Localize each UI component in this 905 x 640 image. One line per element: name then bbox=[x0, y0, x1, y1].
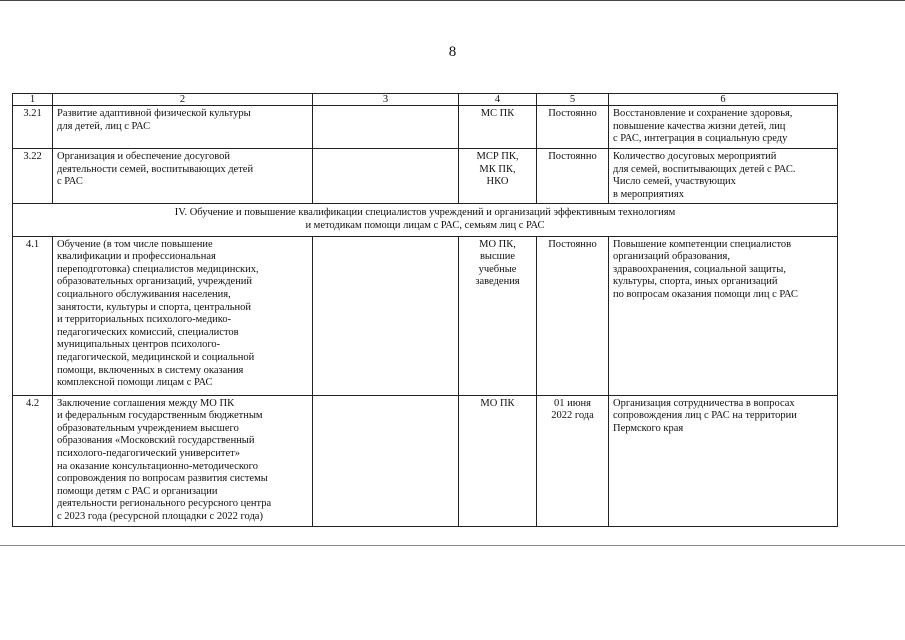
executor-cell bbox=[459, 149, 537, 204]
text-line: образовательных организаций, учреждений bbox=[57, 276, 253, 288]
empty-cell bbox=[313, 149, 459, 204]
text-line: переподготовка) специалистов медицинских, bbox=[57, 263, 259, 275]
empty-cell bbox=[313, 395, 459, 526]
text-line: в мероприятиях bbox=[613, 188, 684, 200]
text-line: Количество досуговых мероприятий bbox=[613, 151, 777, 162]
measure-name bbox=[53, 395, 313, 526]
text-line: Постоянно bbox=[548, 238, 597, 250]
text-line: высшие bbox=[479, 251, 516, 263]
text-line: и методикам помощи лицам с РАС, семьям лиц с РАС bbox=[305, 219, 545, 231]
text-line: деятельности регионального ресурсного центра bbox=[57, 498, 272, 510]
text-line: организаций образования, bbox=[613, 251, 731, 263]
executor-cell bbox=[459, 236, 537, 395]
text-line: Заключение соглашения между МО ПК bbox=[57, 397, 235, 409]
text-line: Восстановление и сохранение здоровья, bbox=[613, 108, 793, 119]
text-line: образовательным учреждением высшего bbox=[57, 422, 239, 434]
row-number: 3.21 bbox=[13, 106, 53, 149]
column-number-row bbox=[13, 94, 838, 106]
section-heading-row bbox=[13, 204, 838, 236]
text-line: Пермского края bbox=[613, 422, 684, 434]
text-line: и федеральным государственным бюджетным bbox=[57, 410, 263, 422]
text-line: повышение качества жизни детей, лиц bbox=[613, 120, 786, 132]
text-line: здравоохранения, социальной защиты, bbox=[613, 263, 786, 275]
scan-edge-line bbox=[0, 0, 905, 1]
text-line: на оказание консультационно-методического bbox=[57, 460, 258, 472]
text-line: Организация и обеспечение досуговой bbox=[57, 151, 230, 162]
table-row bbox=[13, 106, 838, 149]
column-number: 3 bbox=[313, 94, 459, 106]
text-line: образования «Московский государственный bbox=[57, 435, 255, 447]
text-line: МС ПК bbox=[480, 108, 515, 119]
text-line: педагогических комиссий, специалистов bbox=[57, 326, 239, 338]
column-number: 6 bbox=[609, 94, 838, 106]
column-number: 4 bbox=[459, 94, 537, 106]
text-line: деятельности семей, воспитывающих детей bbox=[57, 163, 254, 175]
term-cell bbox=[537, 236, 609, 395]
text-line: IV. Обучение и повышение квалификации специалистов учреждений и организаций эффективным технологиям bbox=[174, 207, 676, 219]
text-line: с РАС, интеграция в социальную среду bbox=[613, 133, 788, 145]
measures-table bbox=[12, 93, 838, 527]
executor-cell bbox=[459, 395, 537, 526]
column-number: 2 bbox=[53, 94, 313, 106]
text-line: с 2023 года (ресурсной площадки с 2022 года) bbox=[57, 510, 263, 522]
text-line: занятости, культуры и спорта, центральной bbox=[57, 301, 251, 313]
text-line: психолого-педагогический университет» bbox=[57, 447, 240, 459]
text-line: МО ПК, bbox=[479, 238, 516, 250]
text-line: Постоянно bbox=[548, 151, 597, 162]
table-row bbox=[13, 236, 838, 395]
column-number: 5 bbox=[537, 94, 609, 106]
text-line: учебные bbox=[478, 263, 517, 275]
text-line: 01 июня bbox=[553, 397, 592, 409]
text-line: сопровождения лиц с РАС на территории bbox=[613, 410, 797, 422]
executor-cell bbox=[459, 106, 537, 149]
text-line: квалификации и профессиональная bbox=[57, 251, 216, 263]
text-line: сопровождения по вопросам развития системы bbox=[57, 473, 268, 485]
text-line: Повышение компетенции специалистов bbox=[613, 238, 792, 250]
column-number: 1 bbox=[13, 94, 53, 106]
table-row bbox=[13, 395, 838, 526]
text-line: по вопросам оказания помощи лиц с РАС bbox=[613, 288, 798, 300]
term-cell bbox=[537, 106, 609, 149]
result-cell bbox=[609, 149, 838, 204]
text-line: Число семей, участвующих bbox=[613, 176, 736, 188]
empty-cell bbox=[313, 236, 459, 395]
result-cell bbox=[609, 106, 838, 149]
text-line: 2022 года bbox=[551, 410, 594, 422]
text-line: помощи детям с РАС и организации bbox=[57, 485, 218, 497]
text-line: помощи, включенных в систему оказания bbox=[57, 364, 244, 376]
text-line: Развитие адаптивной физической культуры bbox=[57, 108, 251, 119]
text-line: МК ПК, bbox=[479, 163, 516, 175]
scan-edge-line bbox=[0, 545, 905, 546]
empty-cell bbox=[313, 106, 459, 149]
result-cell bbox=[609, 395, 838, 526]
text-line: Организация сотрудничества в вопросах bbox=[613, 397, 795, 409]
text-line: культуры, спорта, иных организаций bbox=[613, 276, 778, 288]
section-heading bbox=[13, 204, 838, 236]
text-line: с РАС bbox=[57, 176, 83, 188]
term-cell bbox=[537, 149, 609, 204]
text-line: НКО bbox=[486, 176, 509, 188]
measure-name bbox=[53, 106, 313, 149]
row-number: 4.2 bbox=[13, 395, 53, 526]
row-number: 4.1 bbox=[13, 236, 53, 395]
measure-name bbox=[53, 149, 313, 204]
text-line: комплексной помощи лицам с РАС bbox=[57, 377, 213, 389]
text-line: МСР ПК, bbox=[476, 151, 519, 162]
measure-name bbox=[53, 236, 313, 395]
text-line: муниципальных центров психолого- bbox=[57, 339, 221, 351]
text-line: социального обслуживания населения, bbox=[57, 288, 231, 300]
text-line: МО ПК bbox=[480, 397, 515, 409]
text-line: Постоянно bbox=[548, 108, 597, 119]
text-line: педагогической, медицинской и социальной bbox=[57, 351, 255, 363]
page-number: 8 bbox=[448, 44, 457, 60]
text-line: Обучение (в том числе повышение bbox=[57, 238, 213, 250]
row-number: 3.22 bbox=[13, 149, 53, 204]
text-line: и территориальных психолого-медико- bbox=[57, 314, 232, 326]
result-cell bbox=[609, 236, 838, 395]
term-cell bbox=[537, 395, 609, 526]
table-row bbox=[13, 149, 838, 204]
text-line: для детей, лиц с РАС bbox=[57, 120, 151, 132]
text-line: заведения bbox=[475, 276, 520, 288]
text-line: для семей, воспитывающих детей с РАС. bbox=[613, 163, 796, 175]
